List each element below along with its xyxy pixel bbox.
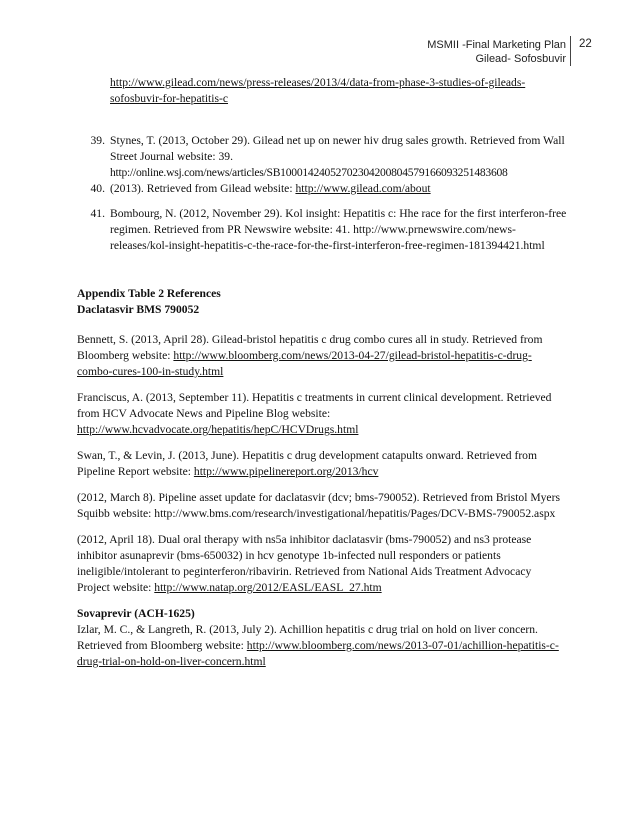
reference-link[interactable]: http://www.bloomberg.com/news/2013-07-01/achillion-hepatitis-c-drug-trial-on-hold-on-liver-concern.html (77, 639, 559, 668)
list-number: 39. (90, 134, 105, 147)
reference-entry: (2012, April 18). Dual oral therapy with ns5a inhibitor daclatasvir (bms-790052) and ns3 protease inhibitor asunaprevir (bms-650032) in hcv genotype 1b-infected null responders or patients ineligible/intolerant to peginterferon/ribavirin. Retrieved from National Aids Treatment Advocacy Project website: http://www.natap.org/2012/EASL/EASL_27.htm (77, 533, 532, 594)
reference-url: http://online.wsj.com/news/articles/SB10001424052702304200804579166093251483608 (110, 166, 508, 179)
list-item (77, 133, 567, 181)
header-subtitle: Gilead- Sofosbuvir (475, 53, 566, 65)
reference-text: Stynes, T. (2013, October 29). Gilead net up on newer hiv drug sales growth. Retrieved from Wall Street Journal website: 39. (110, 134, 565, 163)
reference-entry: Franciscus, A. (2013, September 11). Hepatitis c treatments in current clinical development. Retrieved from HCV Advocate News and Pipeline Blog website: http://www.hcvadvocate.org/hepatitis/hepC/HCVDrugs.html (77, 391, 552, 436)
list-number: 41. (90, 207, 105, 220)
reference-link[interactable]: http://www.natap.org/2012/EASL/EASL_27.htm (154, 581, 382, 594)
reference-entry: Izlar, M. C., & Langreth, R. (2013, July 2). Achillion hepatitis c drug trial on hold on liver concern. Retrieved from Bloomberg website: http://www.bloomberg.com/news/2013-07-01/achillion-hepatitis-c-drug-trial-on-hold-on-liver-concern.html (77, 623, 559, 668)
reference-entry: Bennett, S. (2013, April 28). Gilead-bristol hepatitis c drug combo cures all in study. Retrieved from Bloomberg website: http://www.bloomberg.com/news/2013-04-27/gilead-bristol-hepatitis-c-drug-combo-cures-100-in-study.html (77, 333, 543, 378)
reference-text: Bombourg, N. (2012, November 29). Kol insight: Hepatitis c: Hhe race for the first interferon-free regimen. Retrieved from PR Newswire website: 41. http://www.prnewswire.com/news-releases/kol-insight-hepatitis-c-the-race-for-the-first-interferon-free-regimen-181394421.html (110, 207, 567, 252)
subsection-heading: Sovaprevir (ACH-1625) (77, 607, 195, 620)
reference-link[interactable]: http://www.hcvadvocate.org/hepatitis/hepC/HCVDrugs.html (77, 423, 359, 436)
list-item (77, 181, 567, 197)
reference-link[interactable]: http://www.pipelinereport.org/2013/hcv (193, 465, 379, 478)
reference-link[interactable]: http://www.gilead.com/news/press-releases/2013/4/data-from-phase-3-studies-of-gileads-sofosbuvir-for-hepatitis-c (110, 76, 526, 105)
document-body (77, 75, 567, 670)
header-divider (570, 36, 571, 66)
subsection-heading: Daclatasvir BMS 790052 (77, 303, 200, 316)
reference-link[interactable]: http://www.gilead.com/about (295, 182, 431, 195)
list-number: 40. (90, 182, 105, 195)
running-header (427, 38, 566, 66)
reference-text: (2013). Retrieved from Gilead website: http://www.gilead.com/about (110, 182, 431, 195)
section-heading: Appendix Table 2 References (77, 287, 221, 300)
header-title: MSMII -Final Marketing Plan (427, 39, 566, 51)
list-item (77, 206, 567, 254)
reference-entry: (2012, March 8). Pipeline asset update for daclatasvir (dcv; bms-790052). Retrieved from Bristol Myers Squibb website: http://www.bms.com/research/investigational/hepatitis/Pages/DCV-BMS-790052.aspx (77, 491, 560, 520)
page-number: 22 (579, 38, 592, 50)
reference-link[interactable]: http://www.bloomberg.com/news/2013-04-27/gilead-bristol-hepatitis-c-drug-combo-cures-100-in-study.html (77, 349, 532, 378)
reference-entry: Swan, T., & Levin, J. (2013, June). Hepatitis c drug development catapults onward. Retrieved from Pipeline Report website: http://www.pipelinereport.org/2013/hcv (77, 449, 537, 478)
reference-link-continued (77, 75, 567, 107)
